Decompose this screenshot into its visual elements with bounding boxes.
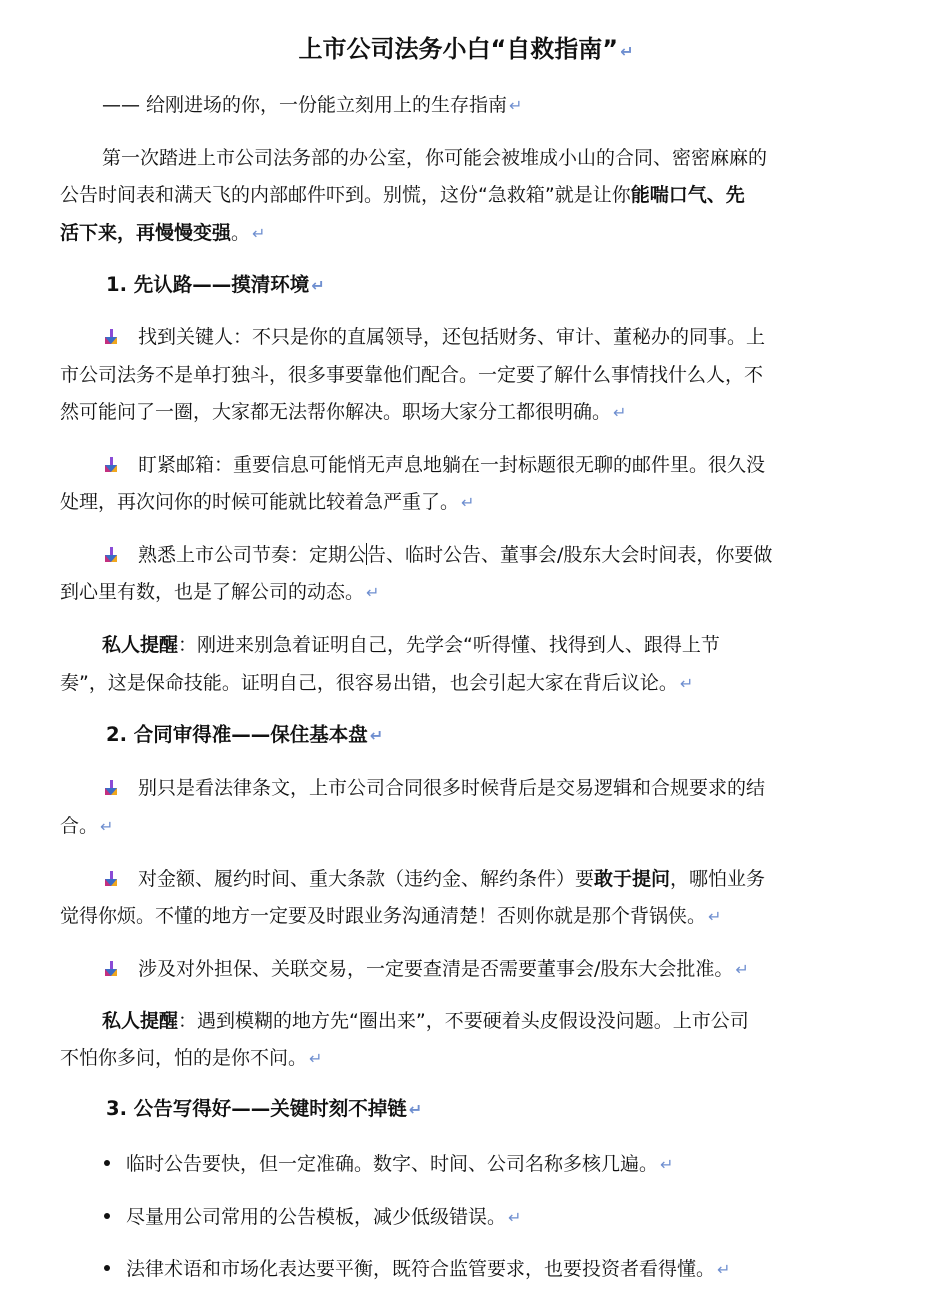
section-3-heading: 3. 公告写得好——关键时刻不掉链 ↵ — [106, 1097, 423, 1120]
intro-emphasis-cont: 活下来，再慢慢变强 — [60, 222, 232, 244]
paragraph-mark-icon: ↵ — [461, 493, 475, 512]
arrow-bullet-icon — [104, 457, 120, 473]
arrow-bullet-icon — [104, 961, 120, 977]
intro-line-2: 公告时间表和满天飞的内部邮件吓到。别慌，这份“急救箱”就是让你能喘口气、先 — [60, 184, 745, 206]
s2-tip-line-2: 不怕你多问，怕的是你不问。 ↵ — [60, 1047, 323, 1069]
intro-emphasis: 能喘口气、先 — [630, 184, 745, 206]
paragraph-mark-icon: ↵ — [408, 1100, 423, 1119]
paragraph-mark-icon: ↵ — [309, 1049, 323, 1068]
paragraph-mark-icon: ↵ — [100, 817, 114, 836]
paragraph-mark-icon: ↵ — [369, 726, 384, 745]
paragraph-mark-icon: ↵ — [620, 42, 634, 61]
paragraph-mark-icon: ↵ — [311, 276, 325, 295]
paragraph-mark-icon: ↵ — [679, 674, 694, 693]
s2-bullet-2-line-1: 对金额、履约时间、重大条款（违约金、解约条件）要敢于提问，哪怕业务 — [104, 866, 765, 892]
s3-list-item: 临时公告要快，但一定准确。数字、时间、公司名称多核几遍。 ↵ — [104, 1151, 673, 1178]
ask-emphasis: 敢于提问 — [594, 868, 671, 890]
tip-label: 私人提醒 — [102, 634, 179, 656]
section-2-heading: 2. 合同审得准——保住基本盘 ↵ — [106, 723, 384, 746]
paragraph-mark-icon: ↵ — [366, 583, 380, 602]
arrow-bullet-icon — [104, 780, 120, 796]
s2-bullet-2-line-2: 觉得你烦。不懂的地方一定要及时跟业务沟通清楚！否则你就是那个背锅侠。 ↵ — [60, 905, 722, 927]
s1-bullet-3-line-2: 到心里有数，也是了解公司的动态。 ↵ — [60, 581, 380, 603]
arrow-bullet-icon — [104, 547, 120, 563]
s1-bullet-3-line-1: 熟悉上市公司节奏：定期公告、临时公告、董事会/股东大会时间表，你要做 — [104, 542, 772, 568]
s2-bullet-1-line-2: 合。 ↵ — [60, 815, 114, 837]
s3-list-item: 法律术语和市场化表达要平衡，既符合监管要求，也要投资者看得懂。 ↵ — [104, 1256, 730, 1283]
bullet-dot-icon — [104, 1160, 110, 1166]
s1-tip-line-1: 私人提醒：刚进来别急着证明自己，先学会“听得懂、找得到人、跟得上节 — [102, 634, 720, 656]
s1-bullet-1-line-2: 市公司法务不是单打独斗，很多事要靠他们配合。一定要了解什么事情找什么人，不 — [60, 364, 764, 386]
s2-bullet-3-line-1: 涉及对外担保、关联交易，一定要查清是否需要董事会/股东大会批准。 ↵ — [104, 956, 749, 983]
bullet-dot-icon — [104, 1265, 110, 1271]
paragraph-mark-icon: ↵ — [708, 907, 722, 926]
bullet-dot-icon — [104, 1213, 110, 1219]
arrow-bullet-icon — [104, 329, 120, 345]
paragraph-mark-icon: ↵ — [509, 96, 523, 115]
s1-bullet-1-line-1: 找到关键人：不只是你的直属领导，还包括财务、审计、董秘办的同事。上 — [104, 324, 765, 350]
intro-line-1: 第一次踏进上市公司法务部的办公室，你可能会被堆成小山的合同、密密麻麻的 — [102, 147, 768, 169]
paragraph-mark-icon: ↵ — [252, 224, 266, 243]
s2-tip-line-1: 私人提醒：遇到模糊的地方先“圈出来”，不要硬着头皮假设没问题。上市公司 — [102, 1010, 749, 1032]
arrow-bullet-icon — [104, 871, 120, 887]
s3-list-item: 尽量用公司常用的公告模板，减少低级错误。 ↵ — [104, 1204, 521, 1231]
paragraph-mark-icon: ↵ — [717, 1260, 731, 1279]
s2-bullet-1-line-1: 别只是看法律条文，上市公司合同很多时候背后是交易逻辑和合规要求的结 — [104, 775, 765, 801]
intro-line-3: 活下来，再慢慢变强。 ↵ — [60, 222, 266, 244]
section-1-heading: 1. 先认路——摸清环境 ↵ — [106, 273, 325, 296]
s1-bullet-2-line-2: 处理，再次问你的时候可能就比较着急严重了。 ↵ — [60, 491, 475, 513]
paragraph-mark-icon: ↵ — [613, 403, 627, 422]
paragraph-mark-icon: ↵ — [660, 1155, 674, 1174]
s1-tip-line-2: 奏”，这是保命技能。证明自己，很容易出错，也会引起大家在背后议论。 ↵ — [60, 672, 694, 694]
paragraph-mark-icon: ↵ — [735, 960, 749, 979]
subtitle: —— 给刚进场的你，一份能立刻用上的生存指南 ↵ — [102, 94, 523, 116]
paragraph-mark-icon: ↵ — [508, 1208, 522, 1227]
s1-bullet-2-line-1: 盯紧邮箱：重要信息可能悄无声息地躺在一封标题很无聊的邮件里。很久没 — [104, 452, 765, 478]
tip-label: 私人提醒 — [102, 1010, 179, 1032]
document-title: 上市公司法务小白“自救指南” ↵ — [298, 35, 634, 63]
s1-bullet-1-line-3: 然可能问了一圈，大家都无法帮你解决。职场大家分工都很明确。 ↵ — [60, 401, 627, 423]
